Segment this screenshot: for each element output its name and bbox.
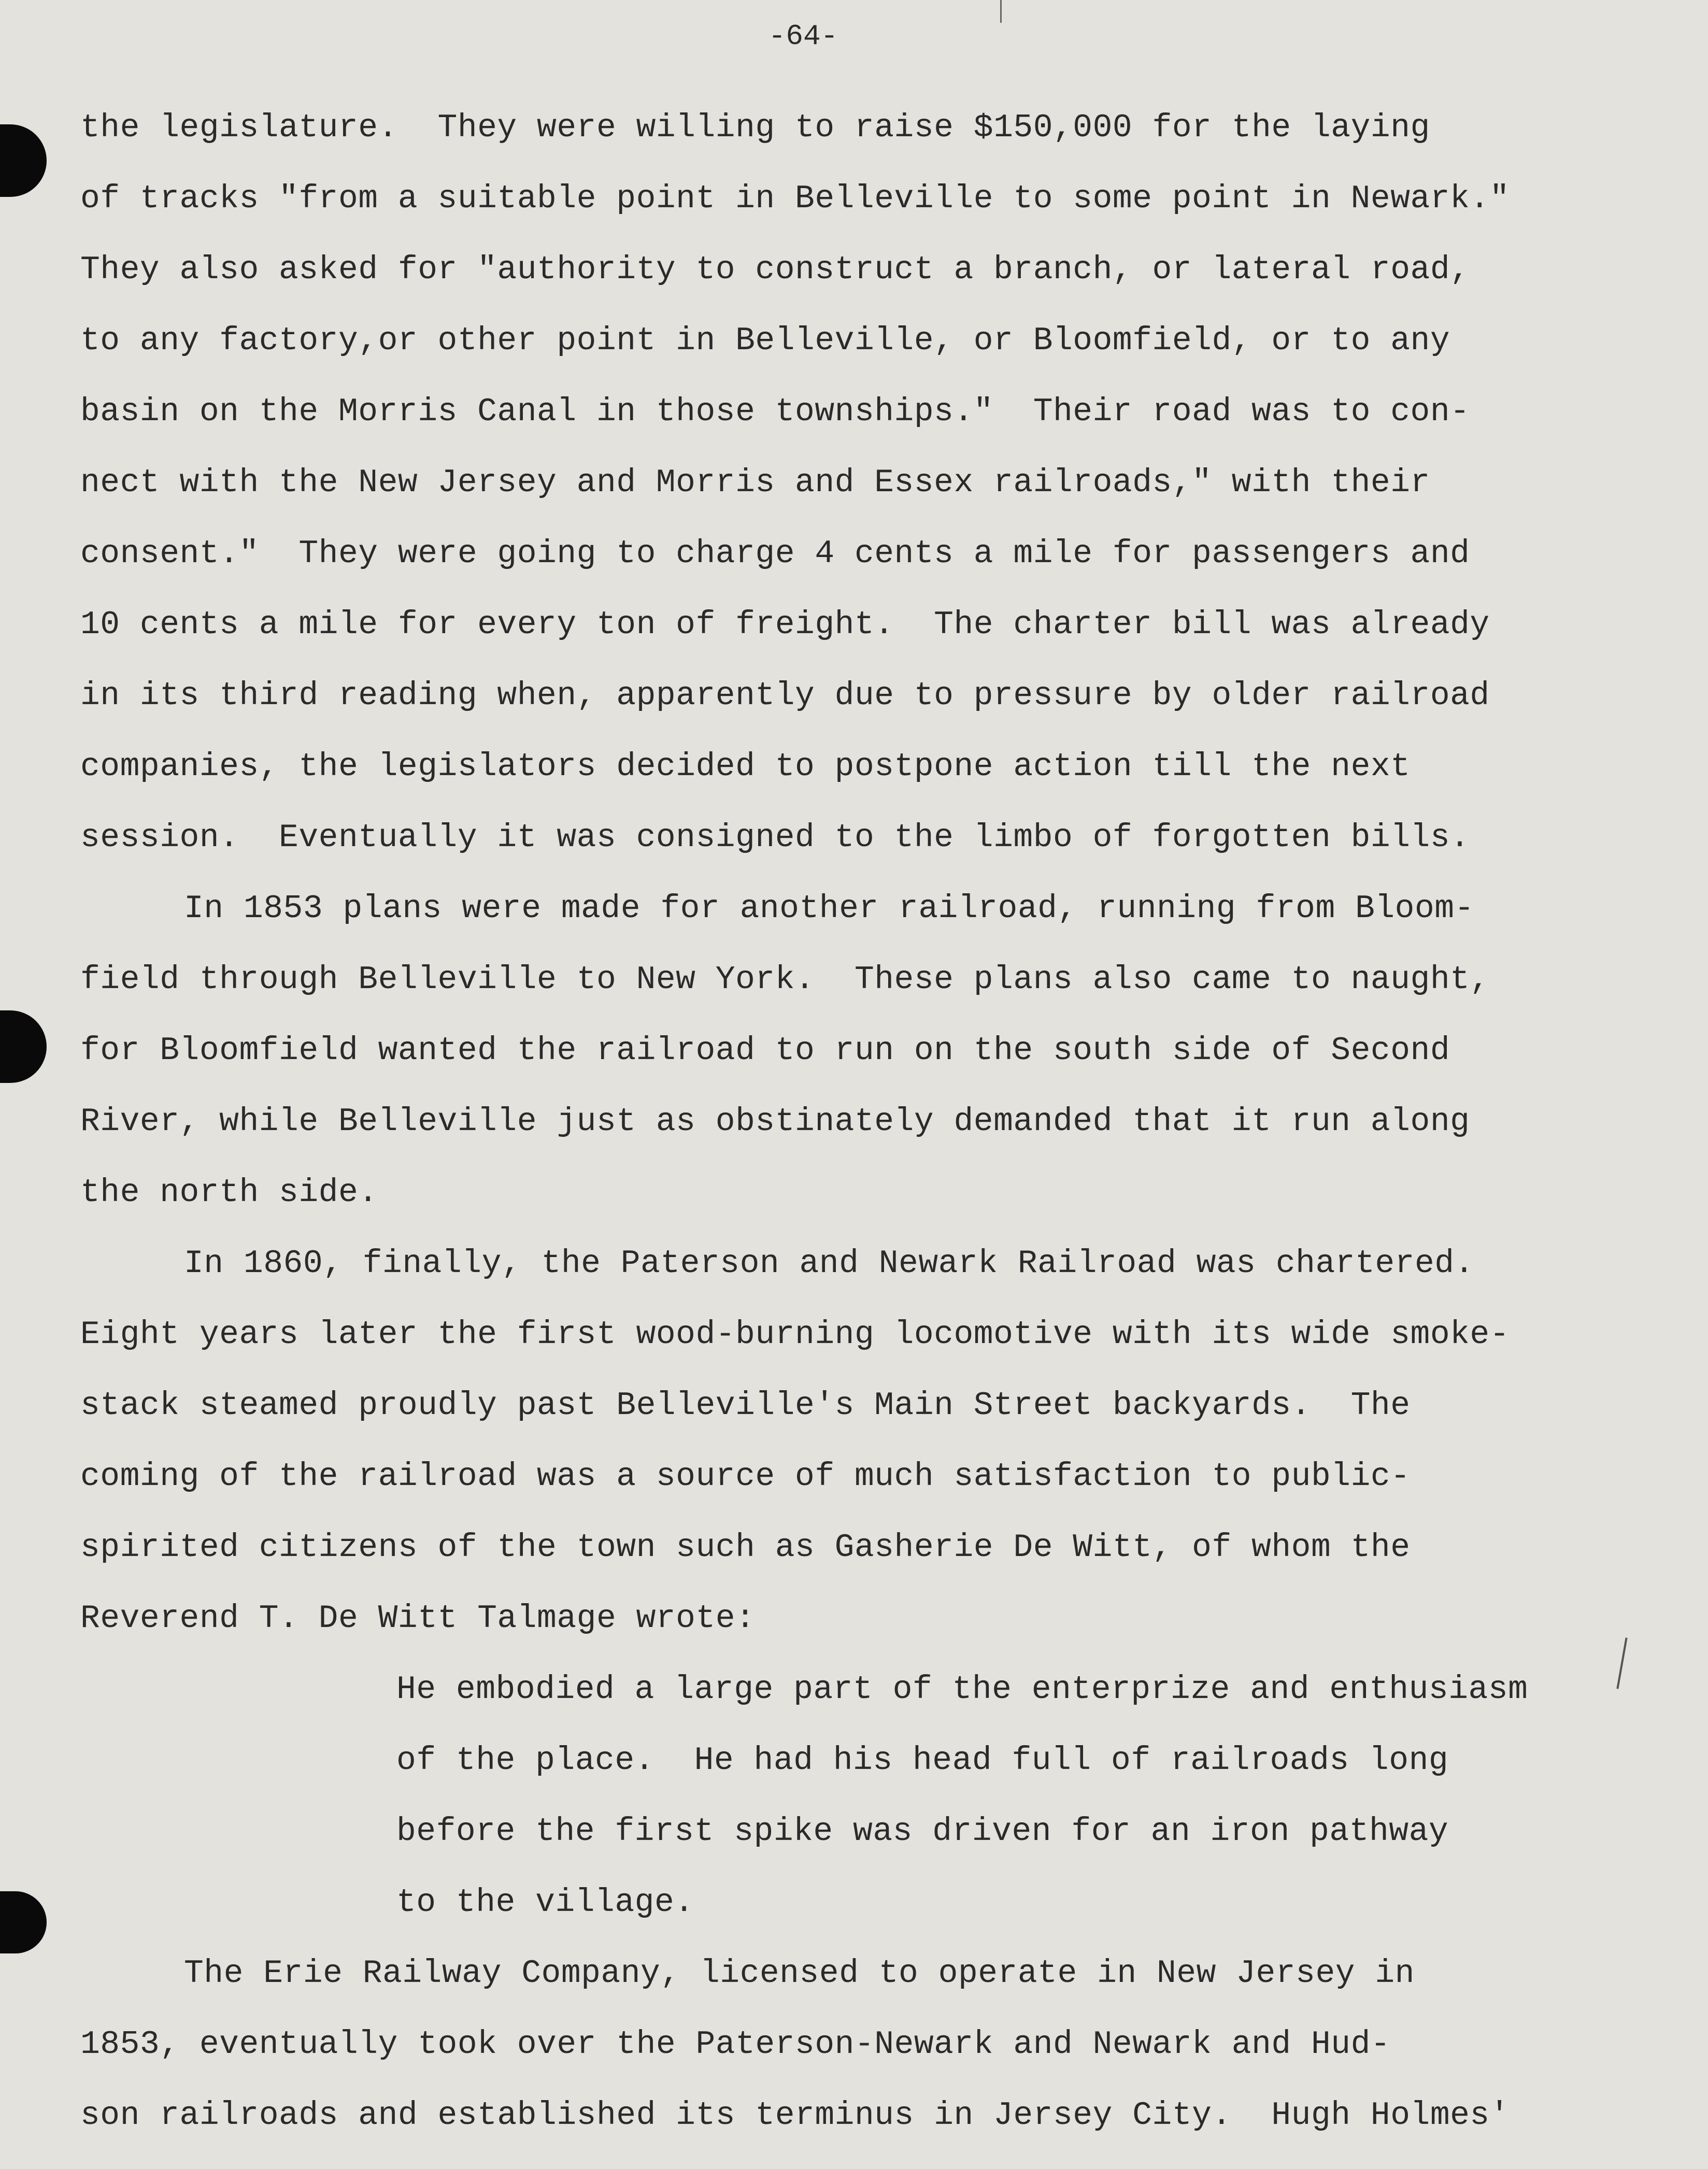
text-line: stack steamed proudly past Belleville's Main Street backyards. The bbox=[80, 1387, 1411, 1424]
text-line: companies, the legislators decided to postpone action till the next bbox=[80, 748, 1411, 785]
text-line: In 1853 plans were made for another railroad, running from Bloom- bbox=[184, 890, 1474, 927]
text-line: son railroads and established its terminus in Jersey City. Hugh Holmes' bbox=[80, 2097, 1510, 2134]
text-line: 1853, eventually took over the Paterson-Newark and Newark and Hud- bbox=[80, 2026, 1391, 2063]
text-line: to any factory,or other point in Belleville, or Bloomfield, or to any bbox=[80, 322, 1450, 359]
text-line: nect with the New Jersey and Morris and Essex railroads," with their bbox=[80, 464, 1430, 501]
text-line: They also asked for "authority to construct a branch, or lateral road, bbox=[80, 251, 1470, 288]
text-line: consent." They were going to charge 4 cents a mile for passengers and bbox=[80, 535, 1470, 572]
text-line: coming of the railroad was a source of much satisfaction to public- bbox=[80, 1458, 1411, 1495]
text-line: for Bloomfield wanted the railroad to run on the south side of Second bbox=[80, 1032, 1450, 1069]
text-line: The Erie Railway Company, licensed to operate in New Jersey in bbox=[184, 1955, 1415, 1992]
text-line: River, while Belleville just as obstinately demanded that it run along bbox=[80, 1103, 1470, 1140]
punch-hole bbox=[0, 124, 47, 197]
text-line: Reverend T. De Witt Talmage wrote: bbox=[80, 1600, 756, 1637]
text-line: session. Eventually it was consigned to the limbo of forgotten bills. bbox=[80, 819, 1470, 856]
text-line: Eight years later the first wood-burning locomotive with its wide smoke- bbox=[80, 1316, 1510, 1353]
quote-line: to the village. bbox=[396, 1884, 694, 1921]
punch-hole bbox=[0, 1891, 47, 1953]
text-line: field through Belleville to New York. These plans also came to naught, bbox=[80, 961, 1490, 998]
text-line: the legislature. They were willing to raise $150,000 for the laying bbox=[80, 109, 1430, 146]
quote-line: before the first spike was driven for an iron pathway bbox=[396, 1813, 1449, 1850]
text-line: spirited citizens of the town such as Gasherie De Witt, of whom the bbox=[80, 1529, 1411, 1566]
quote-line: of the place. He had his head full of railroads long bbox=[396, 1742, 1449, 1779]
text-line: the north side. bbox=[80, 1174, 378, 1211]
text-line: basin on the Morris Canal in those townships." Their road was to con- bbox=[80, 393, 1470, 430]
body-text bbox=[80, 92, 1635, 2151]
quote-line: He embodied a large part of the enterprize and enthusiasm bbox=[396, 1671, 1528, 1708]
page-number: -64- bbox=[768, 20, 838, 53]
text-line: In 1860, finally, the Paterson and Newark Railroad was chartered. bbox=[184, 1245, 1474, 1282]
text-line: 10 cents a mile for every ton of freight. The charter bill was already bbox=[80, 606, 1490, 643]
text-line: in its third reading when, apparently due to pressure by older railroad bbox=[80, 677, 1490, 714]
text-line: of tracks "from a suitable point in Belleville to some point in Newark." bbox=[80, 180, 1510, 217]
punch-hole bbox=[0, 1010, 47, 1083]
